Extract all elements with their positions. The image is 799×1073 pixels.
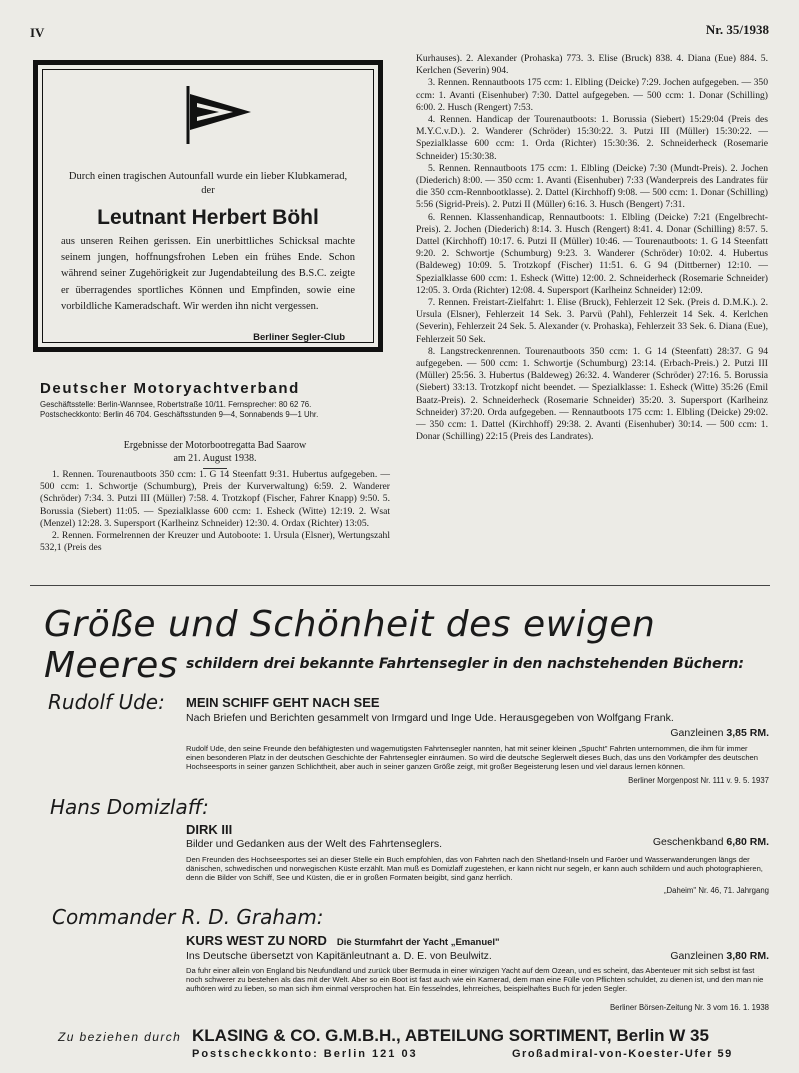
results-date: am 21. August 1938. — [173, 452, 257, 464]
obituary-body: aus unseren Reihen gerissen. Ein unerbittliches Schicksal machte seinem jungen, hoffnungsfrohen Leben ein frühes Ende. Schon während seiner Zugehörigkeit zur Jugendabteilung des B.S.C. zeigte er überragendes sportliches Können und Empfinden, sowie eine vorbildliche Kameradschaft. Wir werden ihn nicht vergessen. — [61, 236, 355, 312]
association-address — [40, 400, 390, 420]
book-title-suffix: Die Sturmfahrt der Yacht „Emanuel" — [336, 937, 500, 948]
section-divider — [30, 585, 770, 586]
obituary-inner-border — [42, 69, 374, 343]
publisher-postal-account: Postscheckkonto: Berlin 121 03 — [192, 1048, 418, 1060]
results-heading-block — [40, 440, 390, 469]
result-paragraph: 2. Rennen. Formelrennen der Kreuzer und Autoboote: 1. Ursula (Elsner), Wertungszahl 532,1 (Preis des — [40, 530, 390, 554]
book-title-row — [186, 932, 500, 950]
publisher-name: KLASING & CO. G.M.B.H., ABTEILUNG SORTIMENT, Berlin W 35 — [192, 1026, 709, 1045]
book-source: „Daheim" Nr. 46, 71. Jahrgang — [663, 886, 769, 895]
book-author: Hans Domizlaff: — [50, 795, 209, 819]
book-author: Rudolf Ude: — [48, 690, 165, 714]
advert-subtitle: schildern drei bekannte Fahrtensegler in den nachstehenden Büchern: — [186, 656, 745, 672]
book-blurb: Rudolf Ude, den seine Freunde den befähigtesten und wagemutigsten Fahrtensegler nannten, hat mit seiner kleinen „Spucht" Fahrten unternommen, die ihm für immer einen besonderen Platz in der deutschen Geschichte der Fahrtensegler einräumen. So wird die deutsche Seglerwelt dieses Buch, das uns den Vorkämpfer des deutschen Hochseesports in seiner ganzen Schlichtheit, aber auch in seiner ganzen Größe zeigt, mit großer Begeisterung lesen und viel daraus lernen können. — [186, 744, 758, 772]
result-paragraph: 8. Langstreckenrennen. Tourenautboots 350 ccm: 1. G 14 (Steenfatt) 28:37. G 94 aufgegeben. — 500 ccm: 1. Schwortje (Schumburg) 23:14. (Erbach-Preis.) 2. Putzi III (Müller) 25:56. 3. Hubertus (Baldeweg) 26:32. 4. Wanderer (Schröder) 27:16. 5. Borussia (Siebert) 33:13. Trotzkopf nicht beendet. — Spezialklasse: 1. Esheck (Witte) 35:26 (Emil Baatz-Preis). 2. Schneiderheck (Rosemarie Schneider) 35:20. 3. Supersport (Karlheinz Schneider) 37:20. Orda aufgegeben. — Rennautboots 175 ccm: 1. Elbling (Deicke) 29:02. — 350 ccm: 1. Dattel (Kirchhoff) 29:38. 2. Avanti (Eisenhuber) 30:14. — 500 ccm: 1. Donar (Schilling) 22:15 (Preis des Landrates). — [416, 345, 768, 443]
results-right-column — [416, 53, 768, 444]
publisher-lead: Zu beziehen durch — [58, 1030, 182, 1044]
result-paragraph: 5. Rennen. Rennautboots 175 ccm: 1. Elbling (Deicke) 7:30 (Mundt-Preis). 2. Jochen (Diederich) 8:00. — 350 ccm: 1. Avanti (Eisenhuber) 7:33 (Wanderpreis des Landrates für die 350 ccm-Rennbootklasse). 2. Dattel (Kirchhoff) 9:08. — 500 ccm: 1. Donar (Schilling) 5:56 (Sigrid-Preis). 2. Putzi II (Müller) 6:16. 3. Husch (Bengert) 7:31. — [416, 162, 768, 211]
advert-title: Größe und Schönheit des ewigen Meeres — [44, 604, 656, 686]
obituary-box — [33, 60, 383, 352]
book-source: Berliner Börsen-Zeitung Nr. 3 vom 16. 1. 1938 — [609, 1003, 769, 1012]
association-name: Deutscher Motoryachtverband — [40, 380, 300, 397]
book-price-value: 6,80 RM. — [726, 836, 769, 848]
book-description: Bilder und Gedanken aus der Welt des Fahrtenseglers. — [186, 838, 443, 850]
address-line-2: Postscheckkonto: Berlin 46 704. Geschäftsstunden 9—4, Sonnabends 9—1 Uhr. — [40, 410, 319, 419]
obituary-signature: Berliner Segler-Club — [253, 332, 345, 343]
book-title: MEIN SCHIFF GEHT NACH SEE — [186, 695, 380, 710]
book-binding: Ganzleinen — [670, 950, 724, 962]
book-binding: Geschenkband — [652, 836, 724, 848]
result-paragraph: Kurhauses). 2. Alexander (Prohaska) 773. 3. Elise (Bruck) 838. 4. Diana (Eue) 884. 5. Kerlchen (Severin) 904. — [416, 53, 768, 77]
result-paragraph: 4. Rennen. Handicap der Tourenautboots: 1. Borussia (Siebert) 15:29:04 (Preis des M.Y.C.v.D.). 2. Wanderer (Schröder) 15:30:22. 3. Putzi III (Müller) 15:30:22. — Spezialklasse 600 ccm: 1. Orda (Richter) 15:30:36. 2. Schneiderheck (Rosemarie Schneider) 15:30:38. — [416, 114, 768, 162]
results-left-column — [40, 469, 390, 554]
results-heading: Ergebnisse der Motorbootregatta Bad Saarow — [123, 440, 307, 451]
book-author: Commander R. D. Graham: — [52, 905, 324, 929]
book-price-value: 3,80 RM. — [726, 950, 769, 962]
book-blurb: Da fuhr einer allein von England bis Neufundland und zurück über Bermuda in einer winzigen Yacht auf dem Ozean, und es scheint, das Abenteuer mit sich selbst ist fast noch schwerer zu bestehen als das mit der Welt. Aber so ein Boot ist fast auch wie ein Kamerad, dem man eine Fülle von Pflichten schuldet, zu dienen ist, und den man nie aufhören wird zu lieben, so man sich ihm einmal versprochen hat. Ein fesselndes, lehrreiches, beispielhaftes Buch für jeden Segler. — [186, 966, 764, 994]
book-description: Ins Deutsche übersetzt von Kapitänleutnant a. D. E. von Beulwitz. — [186, 950, 492, 962]
result-paragraph: 1. Rennen. Tourenautboots 350 ccm: 1. G 14 Steenfatt 9:31. Hubertus aufgegeben. — 500 ccm: 1. Schwortje (Schumburg), Preis der Kurverwaltung) 6:59. 2. Wanderer (Schröder) 7:34. 3. Putzi III (Müller) 7:58. 4. Trotzkopf (Fischer, Fahrer Knapp) 9:50. 5. Borussia (Siebert) 11:05. — Spezialklasse 600 ccm: 1. Esheck (Witte) 12:19. 2. Wsat (Menzel) 12:28. 3. Supersport (Karlheinz Schneider) 12:30. 4. Ordax (Richter) 13:05. — [40, 469, 390, 529]
result-paragraph: 7. Rennen. Freistart-Zielfahrt: 1. Elise (Bruck), Fehlerzeit 12 Sek. (Preis d. D.M.K.). 2. Ursula (Elsner), Fehlerzeit 14 Sek. 3. Parvü (Pahl), Fehlerzeit 14 Sek. 4. Kerlchen (Severin), Fehlerzeit 24 Sek. 5. Alexander (v. Prohaska), Fehlerzeit 33 Sek. 6. Diana (Eue), Fehlerzeit 50 Sek. — [416, 297, 768, 345]
page-number: IV — [30, 25, 45, 40]
book-price — [670, 727, 769, 739]
obituary-name: Leutnant Herbert Böhl — [97, 206, 319, 229]
book-title: DIRK III — [186, 822, 233, 837]
issue-number: Nr. 35/1938 — [705, 22, 769, 37]
book-title: KURS WEST ZU NORD — [186, 933, 327, 948]
publisher-street: Großadmiral-von-Koester-Ufer 59 — [512, 1048, 733, 1060]
book-binding: Ganzleinen — [670, 727, 724, 739]
book-price — [653, 836, 769, 848]
book-blurb: Den Freunden des Hochseesportes sei an dieser Stelle ein Buch empfohlen, das von Fahrten nach den Shetland-Inseln und Faröer und Wasserwanderungen längs der dänischen, schwedischen und norwegischen Küste erzählt. Man muß es Domizlaff zugestehen, er kann nicht nur segeln, er kann auch schildern und auch photographieren, denn die Bilder von Schiff, See und Küsten, die er in großen Formaten beigibt, sind ganz herrlich. — [186, 855, 763, 883]
result-paragraph: 3. Rennen. Rennautboots 175 ccm: 1. Elbling (Deicke) 7:29. Jochen aufgegeben. — 350 ccm: 1. Avanti (Eisenhuber) 7:30. Dattel aufgegeben. — 500 ccm: 1. Donar (Schilling) 6:00. 2. Husch (Rengert) 7:53. — [416, 77, 768, 113]
obituary-intro: Durch einen tragischen Autounfall wurde ein lieber Klubkamerad, der — [68, 171, 348, 196]
club-pennant-icon — [185, 86, 255, 144]
book-source: Berliner Morgenpost Nr. 111 v. 9. 5. 1937 — [628, 776, 769, 785]
book-price-value: 3,85 RM. — [726, 727, 769, 739]
result-paragraph: 6. Rennen. Klassenhandicap, Rennautboots: 1. Elbling (Deicke) 7:21 (Engelbrecht-Preis). 2. Jochen (Diederich) 8:14. 3. Husch (Rengert) 8:41. 4. Donar (Schilling) 8:57. 5. Dattel (Kirchhoff) 10:17. 6. Putzi II (Müller) 10:46. — Tourenautboots: 1. G 14 Steenfatt 9:20. 2. Schwortje (Schumburg) 9:23. 3. Wanderer (Schröder) 10:02. 4. Hubertus (Baldeweg) 10:09. 5. Trotzkopf (Fischer) 11:51. 6. G 94 (Dittberner) 12:10. — Spezialklasse 600 ccm: 1. Esheck (Witte) 12:00. 2. Schneiderheck (Rosemarie Schneider) 12:05. 3. Orda (Richter) 12:08. 4. Supersport (Karlheinz Schneider) 12:09. — [416, 211, 768, 296]
book-price — [670, 950, 769, 962]
book-description: Nach Briefen und Berichten gesammelt von Irmgard und Inge Ude. Herausgegeben von Wolfgang Frank. — [186, 712, 674, 724]
address-line-1: Geschäftsstelle: Berlin-Wannsee, Robertstraße 10/11. Fernsprecher: 80 62 76. — [40, 400, 312, 409]
